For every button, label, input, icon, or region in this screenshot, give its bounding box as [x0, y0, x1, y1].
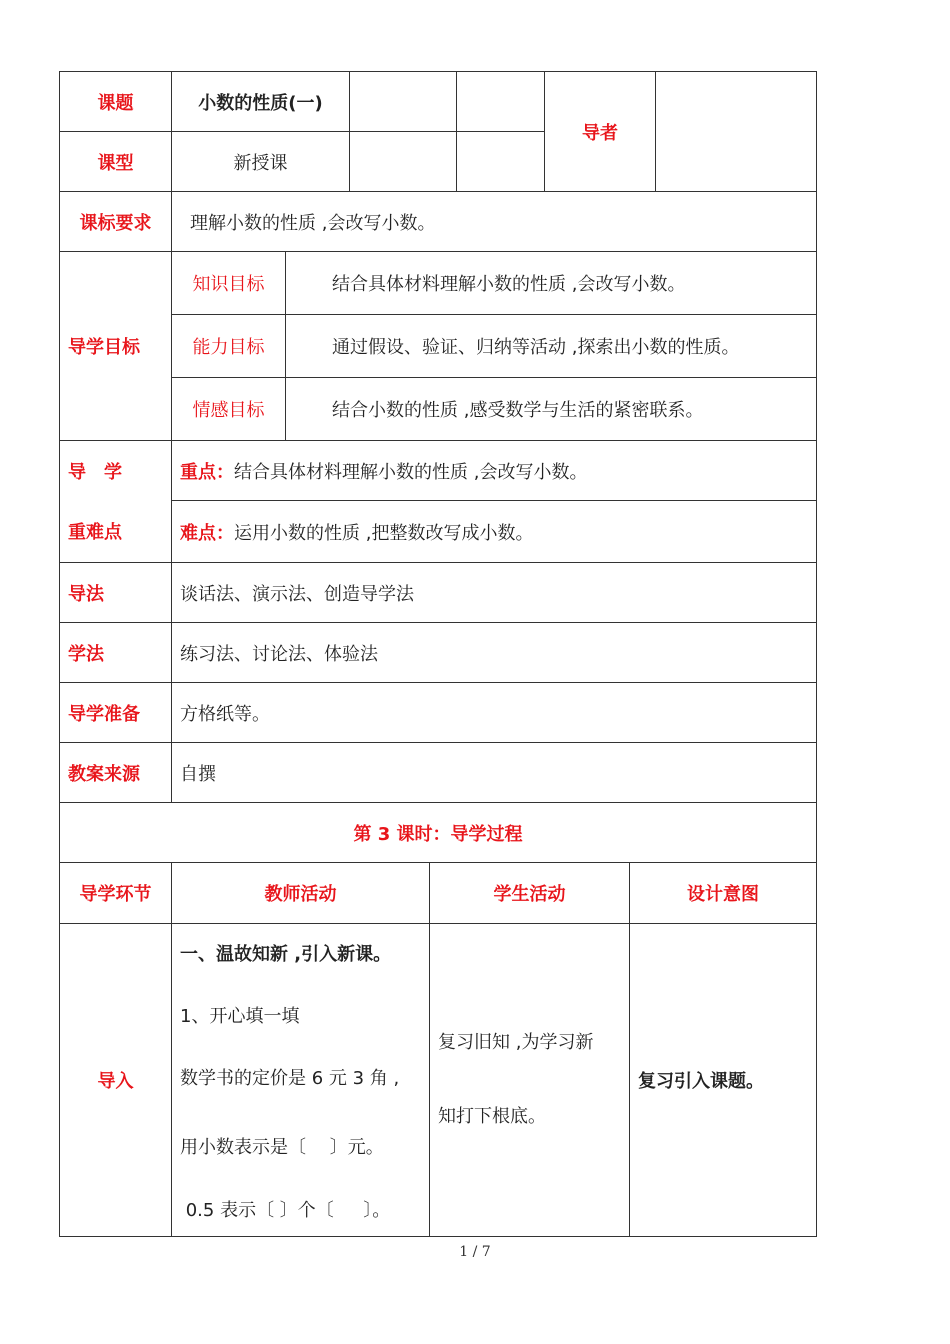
guide-label: 导者: [545, 72, 656, 192]
row-value: 方格纸等。: [172, 683, 817, 743]
guide-value: [656, 72, 817, 192]
key-point-value: 结合具体材料理解小数的性质 ,会改写小数。: [234, 461, 588, 483]
blank-cell: [457, 72, 545, 132]
row-label: 导学准备: [60, 683, 172, 743]
row-value: 谈话法、演示法、创造导学法: [172, 563, 817, 623]
row-label: 学法: [60, 623, 172, 683]
teacher-line: 用小数表示是〔 〕元。: [180, 1137, 384, 1158]
row-value: 自撰: [172, 743, 817, 803]
teacher-line: 一、温故知新 ,引入新课。: [180, 944, 392, 965]
topic-value: 小数的性质(一): [172, 72, 350, 132]
objective-value: 结合小数的性质 ,感受数学与生活的紧密联系。: [286, 378, 817, 441]
process-header: 教师活动: [172, 863, 430, 924]
standards-label: 课标要求: [60, 192, 172, 252]
student-activity: [430, 924, 630, 1237]
blank-cell: [350, 132, 457, 192]
process-header: 学生活动: [430, 863, 630, 924]
process-header: 设计意图: [630, 863, 817, 924]
page-number: 1 / 7: [459, 1244, 491, 1260]
topic-label: 课题: [60, 72, 172, 132]
key-point-label: 重点：: [180, 461, 234, 483]
objective-label: 能力目标: [172, 315, 286, 378]
key-point-cell: [172, 441, 817, 501]
process-header: 导学环节: [60, 863, 172, 924]
objectives-label: 导学目标: [60, 252, 172, 441]
teacher-activity: [172, 924, 430, 1237]
objective-label: 知识目标: [172, 252, 286, 315]
student-line: 知打下根底。: [438, 1106, 546, 1127]
hard-point-cell: [172, 501, 817, 563]
keypoints-label-line2: 重难点: [60, 501, 172, 563]
blank-cell: [350, 72, 457, 132]
row-label: 教案来源: [60, 743, 172, 803]
row-value: 练习法、讨论法、体验法: [172, 623, 817, 683]
teacher-line: 数学书的定价是 6 元 3 角 ,: [180, 1068, 400, 1089]
type-value: 新授课: [172, 132, 350, 192]
student-line: 复习旧知 ,为学习新: [438, 1032, 594, 1053]
design-intent: 复习引入课题。: [630, 924, 817, 1237]
teacher-line: 0.5 表示〔 〕个〔 〕。: [180, 1200, 391, 1221]
keypoints-label-line1: 导 学: [60, 441, 172, 501]
lesson-plan-table: [59, 71, 817, 863]
hard-point-label: 难点：: [180, 522, 234, 544]
objective-value: 结合具体材料理解小数的性质 ,会改写小数。: [286, 252, 817, 315]
row-label: 导法: [60, 563, 172, 623]
process-table: [59, 862, 817, 1237]
type-label: 课型: [60, 132, 172, 192]
teacher-line: 1、开心填一填: [180, 1006, 300, 1027]
hard-point-value: 运用小数的性质 ,把整数改写成小数。: [234, 522, 534, 544]
section-title: 第 3 课时：导学过程: [60, 803, 817, 863]
stage-label: 导入: [60, 924, 172, 1237]
objective-value: 通过假设、验证、归纳等活动 ,探索出小数的性质。: [286, 315, 817, 378]
standards-value: 理解小数的性质 ,会改写小数。: [172, 192, 817, 252]
blank-cell: [457, 132, 545, 192]
objective-label: 情感目标: [172, 378, 286, 441]
